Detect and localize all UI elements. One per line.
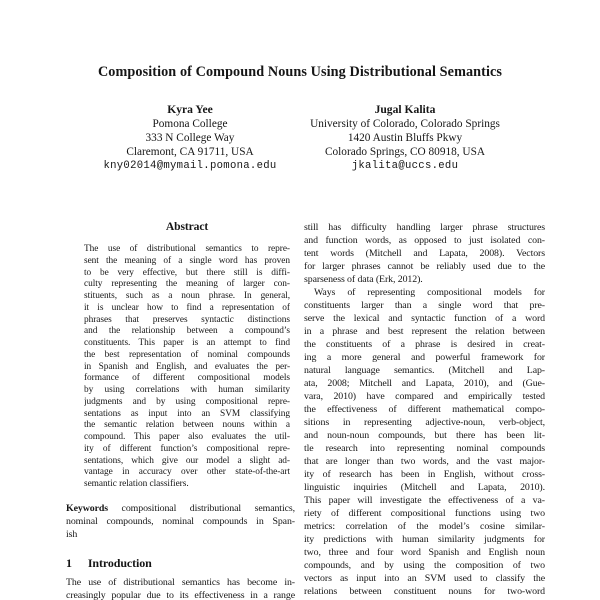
text-line: constituents. This paper is an attempt to find bbox=[84, 338, 290, 348]
text-line: constituents larger than a single word that pre- bbox=[304, 300, 545, 311]
text-line: still has difficulty handling larger phrase structures bbox=[304, 222, 545, 233]
text-line: judgments and by using compositional repre- bbox=[84, 396, 290, 407]
text-line: Ways of representing compositional models for bbox=[314, 287, 545, 298]
text-line: for larger phrases cannot be reliably used due to the bbox=[304, 261, 545, 272]
author-block-2 bbox=[283, 103, 527, 173]
text-line: compounds, and by using the composition of two bbox=[304, 560, 545, 571]
keywords-label: Keywords bbox=[66, 502, 108, 514]
text-line: ity of different function’s compositional repre- bbox=[84, 443, 290, 454]
text-line: sitions in representing adjective-noun, verb-object, bbox=[304, 417, 545, 428]
text-line: ish bbox=[66, 528, 78, 540]
text-line: tle research into representing nominal compounds bbox=[304, 443, 545, 454]
author-name: Kyra Yee bbox=[167, 103, 213, 116]
text-line: in a phrase and best represent the relation between bbox=[304, 326, 545, 337]
text-line: culty representing the meaning of larger con- bbox=[84, 279, 290, 290]
text-line: the effectiveness of different mathematical compo- bbox=[304, 404, 545, 415]
text-line: relations between constituent nouns for two-word bbox=[304, 586, 545, 597]
body-paragraph bbox=[304, 221, 545, 286]
text-line: The use of distributional semantics to repre- bbox=[84, 244, 290, 254]
author-affiliation: Pomona College bbox=[152, 118, 228, 130]
author-address-line: Colorado Springs, CO 80918, USA bbox=[324, 146, 486, 158]
text-line: compound. This paper also evaluates the util- bbox=[84, 432, 290, 442]
text-line: riety of different compositional functions using two bbox=[304, 508, 545, 519]
text-line: semantic relation classifiers. bbox=[84, 479, 189, 489]
text-line: the constituents of a phrase is desired in creat- bbox=[304, 339, 545, 350]
text-line: it is unclear how to find a representation of bbox=[84, 302, 290, 313]
text-line: phrases that preserves syntactic distinctions bbox=[84, 314, 290, 325]
text-line: serve the lexical and syntactic function of a word bbox=[304, 313, 545, 324]
abstract-text bbox=[84, 244, 290, 491]
text-line: creasingly popular due to its effectiveness in a range bbox=[66, 589, 295, 600]
text-line: by using correlations with human similarity bbox=[84, 385, 290, 395]
text-line: nominal compounds, nominal compounds in Span- bbox=[66, 515, 295, 527]
body-paragraph bbox=[304, 286, 545, 598]
introduction-text bbox=[66, 576, 295, 600]
paper-title: Composition of Compound Nouns Using Distributional Semantics bbox=[97, 64, 503, 80]
text-line: ata, 2008; Mitchell and Lapata, 2010), and (Gue- bbox=[304, 378, 545, 389]
text-line: sentations as input into an SVM classifying bbox=[84, 408, 290, 419]
text-line: This paper will investigate the effectiveness of a va- bbox=[304, 495, 545, 506]
text-line: tent words (Mitchell and Lapata, 2008). Vectors bbox=[304, 248, 545, 259]
text-line: natural language semantics. (Mitchell and Lap- bbox=[304, 365, 545, 376]
section-heading bbox=[66, 556, 295, 570]
text-line: and noun-noun compounds, but there has been lit- bbox=[304, 430, 545, 441]
text-line: that are longer than two words, and the vast major- bbox=[304, 456, 545, 467]
author-address-line: 1420 Austin Bluffs Pkwy bbox=[347, 132, 463, 144]
left-column bbox=[66, 220, 295, 600]
text-line: ity predictions with human similarity judgments for bbox=[304, 534, 545, 545]
text-line: vara, 2010) have compared and empirically tested bbox=[304, 391, 545, 402]
keywords-block bbox=[66, 502, 295, 541]
author-email: kny02014@mymail.pomona.edu bbox=[103, 160, 277, 172]
text-line: the best representation of nominal compounds bbox=[84, 349, 290, 360]
section-number: 1 bbox=[66, 555, 72, 570]
author-block-1 bbox=[75, 103, 305, 173]
text-line: two, three and four word Spanish and English noun bbox=[304, 547, 545, 558]
author-affiliation: University of Colorado, Colorado Springs bbox=[310, 118, 500, 130]
author-name: Jugal Kalita bbox=[374, 103, 436, 116]
text-line: vantage in accuracy over other state-of-the-art bbox=[84, 467, 290, 478]
text-line: to be very effective, but there still is diffi- bbox=[84, 267, 290, 278]
author-address-line: 333 N College Way bbox=[145, 132, 235, 144]
text-line: sparseness of data (Erk, 2012). bbox=[304, 274, 423, 285]
text-line: the semantic relation between nouns within a bbox=[84, 420, 290, 431]
text-line: linguistic inquiries (Mitchell and Lapata, 2010). bbox=[304, 482, 545, 493]
author-email: jkalita@uccs.edu bbox=[351, 160, 459, 172]
text-line: sent the meaning of a single word has proven bbox=[84, 255, 290, 266]
text-line: and function words, as opposed to just isolated con- bbox=[304, 235, 545, 246]
text-line: metrics: correlation of the model’s cosine similar- bbox=[304, 521, 545, 532]
text-line: formance of different compositional models bbox=[84, 373, 290, 384]
right-column bbox=[304, 221, 545, 598]
text-line: vectors as input into an SVM used to classify the bbox=[304, 573, 545, 584]
text-line: in Spanish and English, and evaluates the per- bbox=[84, 361, 290, 372]
author-address-line: Claremont, CA 91711, USA bbox=[126, 146, 254, 158]
section-title: Introduction bbox=[87, 555, 152, 570]
text-line: Keywords compositional distributional semantics, bbox=[66, 502, 295, 514]
text-line: stituents, such as a noun phrase. In general, bbox=[84, 291, 290, 301]
text-line: and the relationship between a compound’s bbox=[84, 326, 290, 337]
text-line: sentations, which give our model a slight ad- bbox=[84, 455, 290, 466]
text-line: The use of distributional semantics has become in- bbox=[66, 576, 295, 588]
text-line: ing a more general and powerful framework for bbox=[304, 352, 545, 363]
abstract-heading: Abstract bbox=[165, 220, 209, 233]
text-line: ity of research has been in English, without cross- bbox=[304, 469, 545, 480]
